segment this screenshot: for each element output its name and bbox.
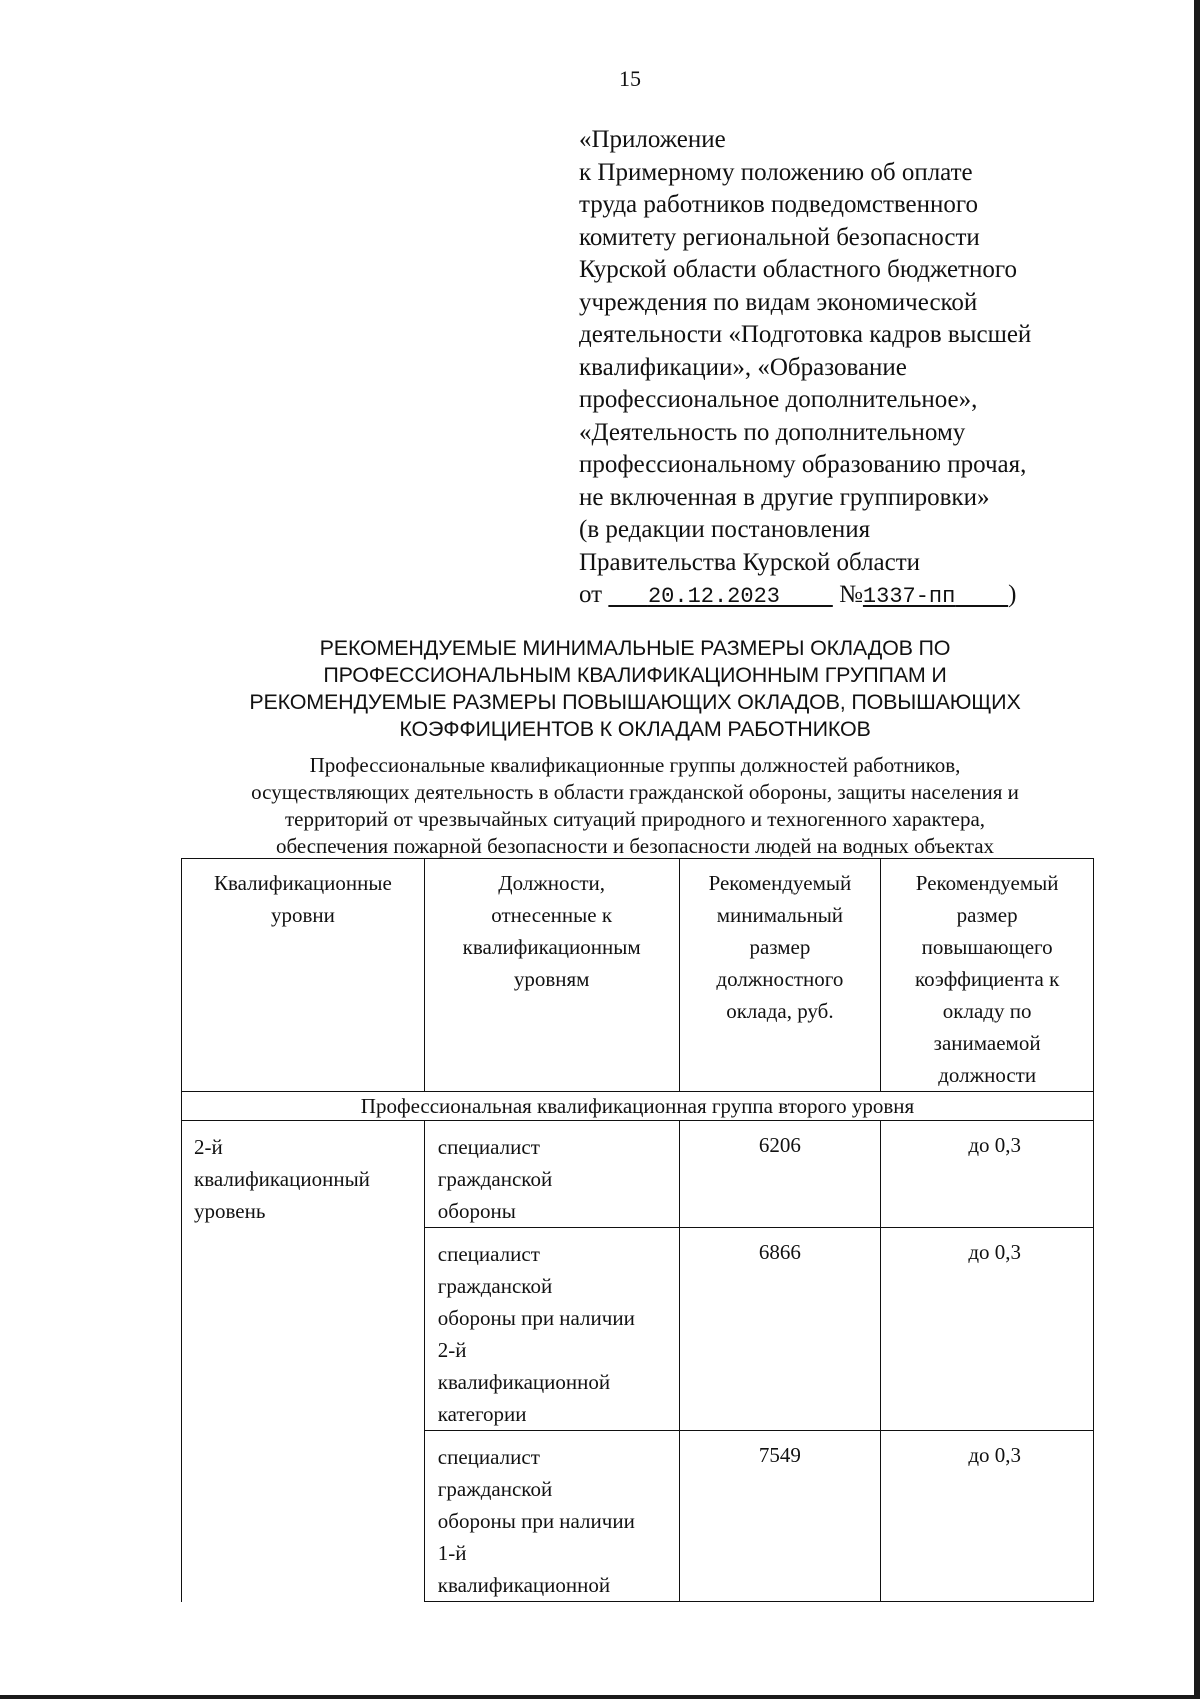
scan-edge-right (1194, 0, 1200, 1699)
appendix-line: труда работников подведомственного (579, 191, 979, 218)
scan-edge-bottom (0, 1695, 1200, 1699)
heading-line: КОЭФФИЦИЕНТОВ К ОКЛАДАМ РАБОТНИКОВ (399, 717, 871, 741)
appendix-line: квалификации», «Образование (579, 353, 907, 381)
document-subheading (170, 752, 1100, 860)
coefficient-cell: до 0,3 (881, 1431, 1094, 1602)
heading-line: ПРОФЕССИОНАЛЬНЫМ КВАЛИФИКАЦИОННЫМ ГРУППАМ И (323, 663, 947, 687)
salary-table (181, 858, 1094, 1602)
appendix-block (579, 124, 1099, 614)
heading-line: РЕКОМЕНДУЕМЫЕ МИНИМАЛЬНЫЕ РАЗМЕРЫ ОКЛАДОВ ПО (319, 636, 951, 660)
table-row (182, 1121, 1094, 1228)
position-cell: специалист гражданской обороны при наличии 1-й квалификационной (424, 1431, 679, 1602)
appendix-line: к Примерному положению об оплате (579, 158, 973, 186)
position-cell: специалист гражданской обороны (424, 1121, 679, 1228)
header-qualification-levels: Квалификационные уровни (182, 859, 425, 1092)
resolution-number: 1337-пп (862, 584, 956, 609)
appendix-line: учреждения по видам экономической (579, 288, 978, 316)
header-coefficient: Рекомендуемый размер повышающего коэффициента к окладу по занимаемой должности (881, 859, 1094, 1092)
page-number: 15 (619, 66, 641, 91)
subheading-line: осуществляющих деятельность в области гражданской обороны, защиты населения и (251, 780, 1019, 804)
salary-cell: 6206 (679, 1121, 881, 1228)
appendix-line: не включенная в другие группировки» (579, 483, 990, 511)
coefficient-cell: до 0,3 (881, 1121, 1094, 1228)
appendix-line: деятельности «Подготовка кадров высшей (579, 321, 1032, 348)
appendix-line: профессиональному образованию прочая, (579, 451, 1027, 478)
heading-line: РЕКОМЕНДУЕМЫЕ РАЗМЕРЫ ПОВЫШАЮЩИХ ОКЛАДОВ, ПОВЫШАЮЩИХ (249, 690, 1021, 714)
qualification-level-cell: 2-й квалификационный уровень (182, 1121, 425, 1602)
table-header-row (182, 859, 1094, 1092)
table-group-row (182, 1092, 1094, 1121)
appendix-line: Правительства Курской области (579, 548, 921, 576)
resolution-date: 20.12.2023 (647, 584, 780, 609)
coefficient-cell: до 0,3 (881, 1228, 1094, 1431)
appendix-line: профессиональное дополнительное», (579, 386, 978, 413)
position-cell: специалист гражданской обороны при наличии 2-й квалификационной категории (424, 1228, 679, 1431)
header-min-salary: Рекомендуемый минимальный размер должностного оклада, руб. (679, 859, 881, 1092)
salary-cell: 7549 (679, 1431, 881, 1602)
closing-paren: ) (1008, 581, 1017, 608)
resolution-reference (579, 579, 1099, 614)
group-title: Профессиональная квалификационная группа второго уровня (182, 1092, 1094, 1121)
appendix-line: «Приложение (579, 126, 726, 153)
document-heading (170, 635, 1100, 743)
appendix-line: Курской области областного бюджетного (579, 256, 1017, 283)
subheading-line: территорий от чрезвычайных ситуаций природного и техногенного характера, (284, 807, 986, 831)
appendix-line: (в редакции постановления (579, 516, 871, 543)
number-prefix: № (839, 581, 863, 608)
date-prefix: от (579, 581, 603, 608)
header-positions: Должности, отнесенные к квалификационным уровням (424, 859, 679, 1092)
subheading-line: Профессиональные квалификационные группы должностей работников, (309, 753, 961, 777)
salary-cell: 6866 (679, 1228, 881, 1431)
appendix-line: «Деятельность по дополнительному (579, 418, 966, 446)
appendix-line: комитету региональной безопасности (579, 223, 980, 251)
subheading-line: обеспечения пожарной безопасности и безопасности людей на водных объектах (275, 834, 995, 858)
